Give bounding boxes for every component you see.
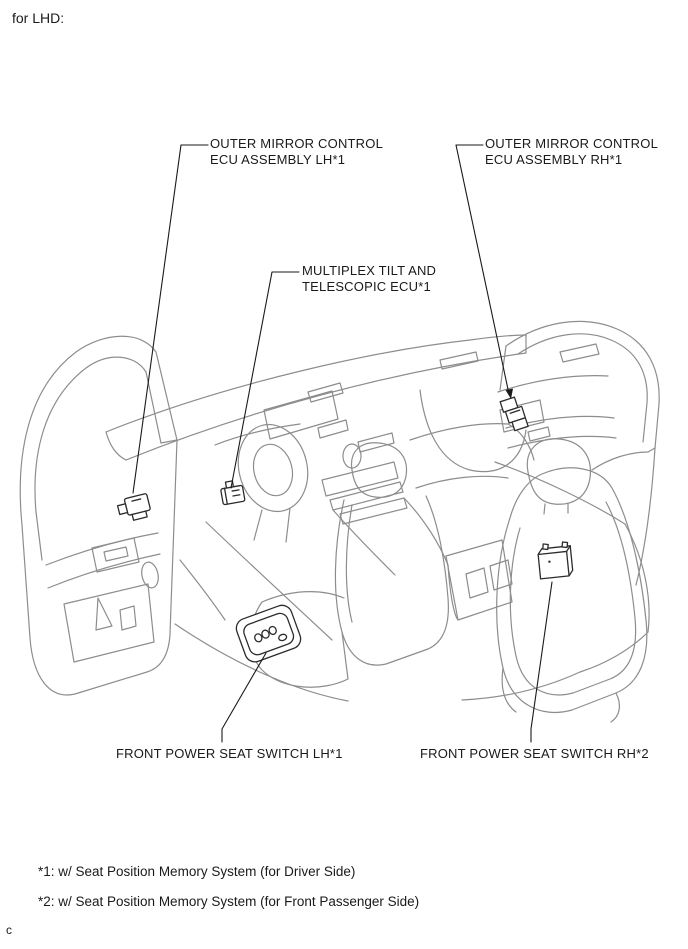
leader-outer-mirror-ecu-rh	[456, 145, 509, 394]
label-line: OUTER MIRROR CONTROL	[210, 136, 383, 151]
label-line: FRONT POWER SEAT SWITCH RH*2	[420, 746, 649, 761]
component-front-power-seat-switch-rh	[536, 540, 576, 583]
page-mark: c	[6, 923, 12, 937]
left-door	[20, 336, 177, 695]
label-line: TELESCOPIC ECU*1	[302, 279, 431, 294]
label-front-power-seat-switch-lh	[116, 746, 343, 762]
rear-console	[446, 540, 512, 620]
label-line: ECU ASSEMBLY LH*1	[210, 152, 346, 167]
passenger-seat	[497, 439, 647, 722]
car-line-art	[20, 321, 659, 722]
component-outer-mirror-ecu-lh	[116, 493, 152, 523]
label-multiplex-tilt-telescopic-ecu	[302, 263, 436, 295]
label-front-power-seat-switch-rh	[420, 746, 649, 762]
component-outer-mirror-ecu-rh	[500, 396, 528, 432]
variant-note: for LHD:	[12, 10, 65, 26]
label-outer-mirror-ecu-rh	[485, 136, 658, 168]
label-line: MULTIPLEX TILT AND	[302, 263, 437, 278]
leader-seat-switch-rh	[531, 582, 552, 742]
label-line: OUTER MIRROR CONTROL	[485, 136, 658, 151]
footnote-2: *2: w/ Seat Position Memory System (for Front Passenger Side)	[38, 894, 420, 909]
label-line: ECU ASSEMBLY RH*1	[485, 152, 623, 167]
label-outer-mirror-ecu-lh	[210, 136, 383, 168]
label-line: FRONT POWER SEAT SWITCH LH*1	[116, 746, 343, 761]
floor-lines	[175, 524, 649, 701]
component-front-power-seat-switch-lh	[234, 603, 304, 665]
footnote-1: *1: w/ Seat Position Memory System (for Driver Side)	[38, 864, 356, 879]
